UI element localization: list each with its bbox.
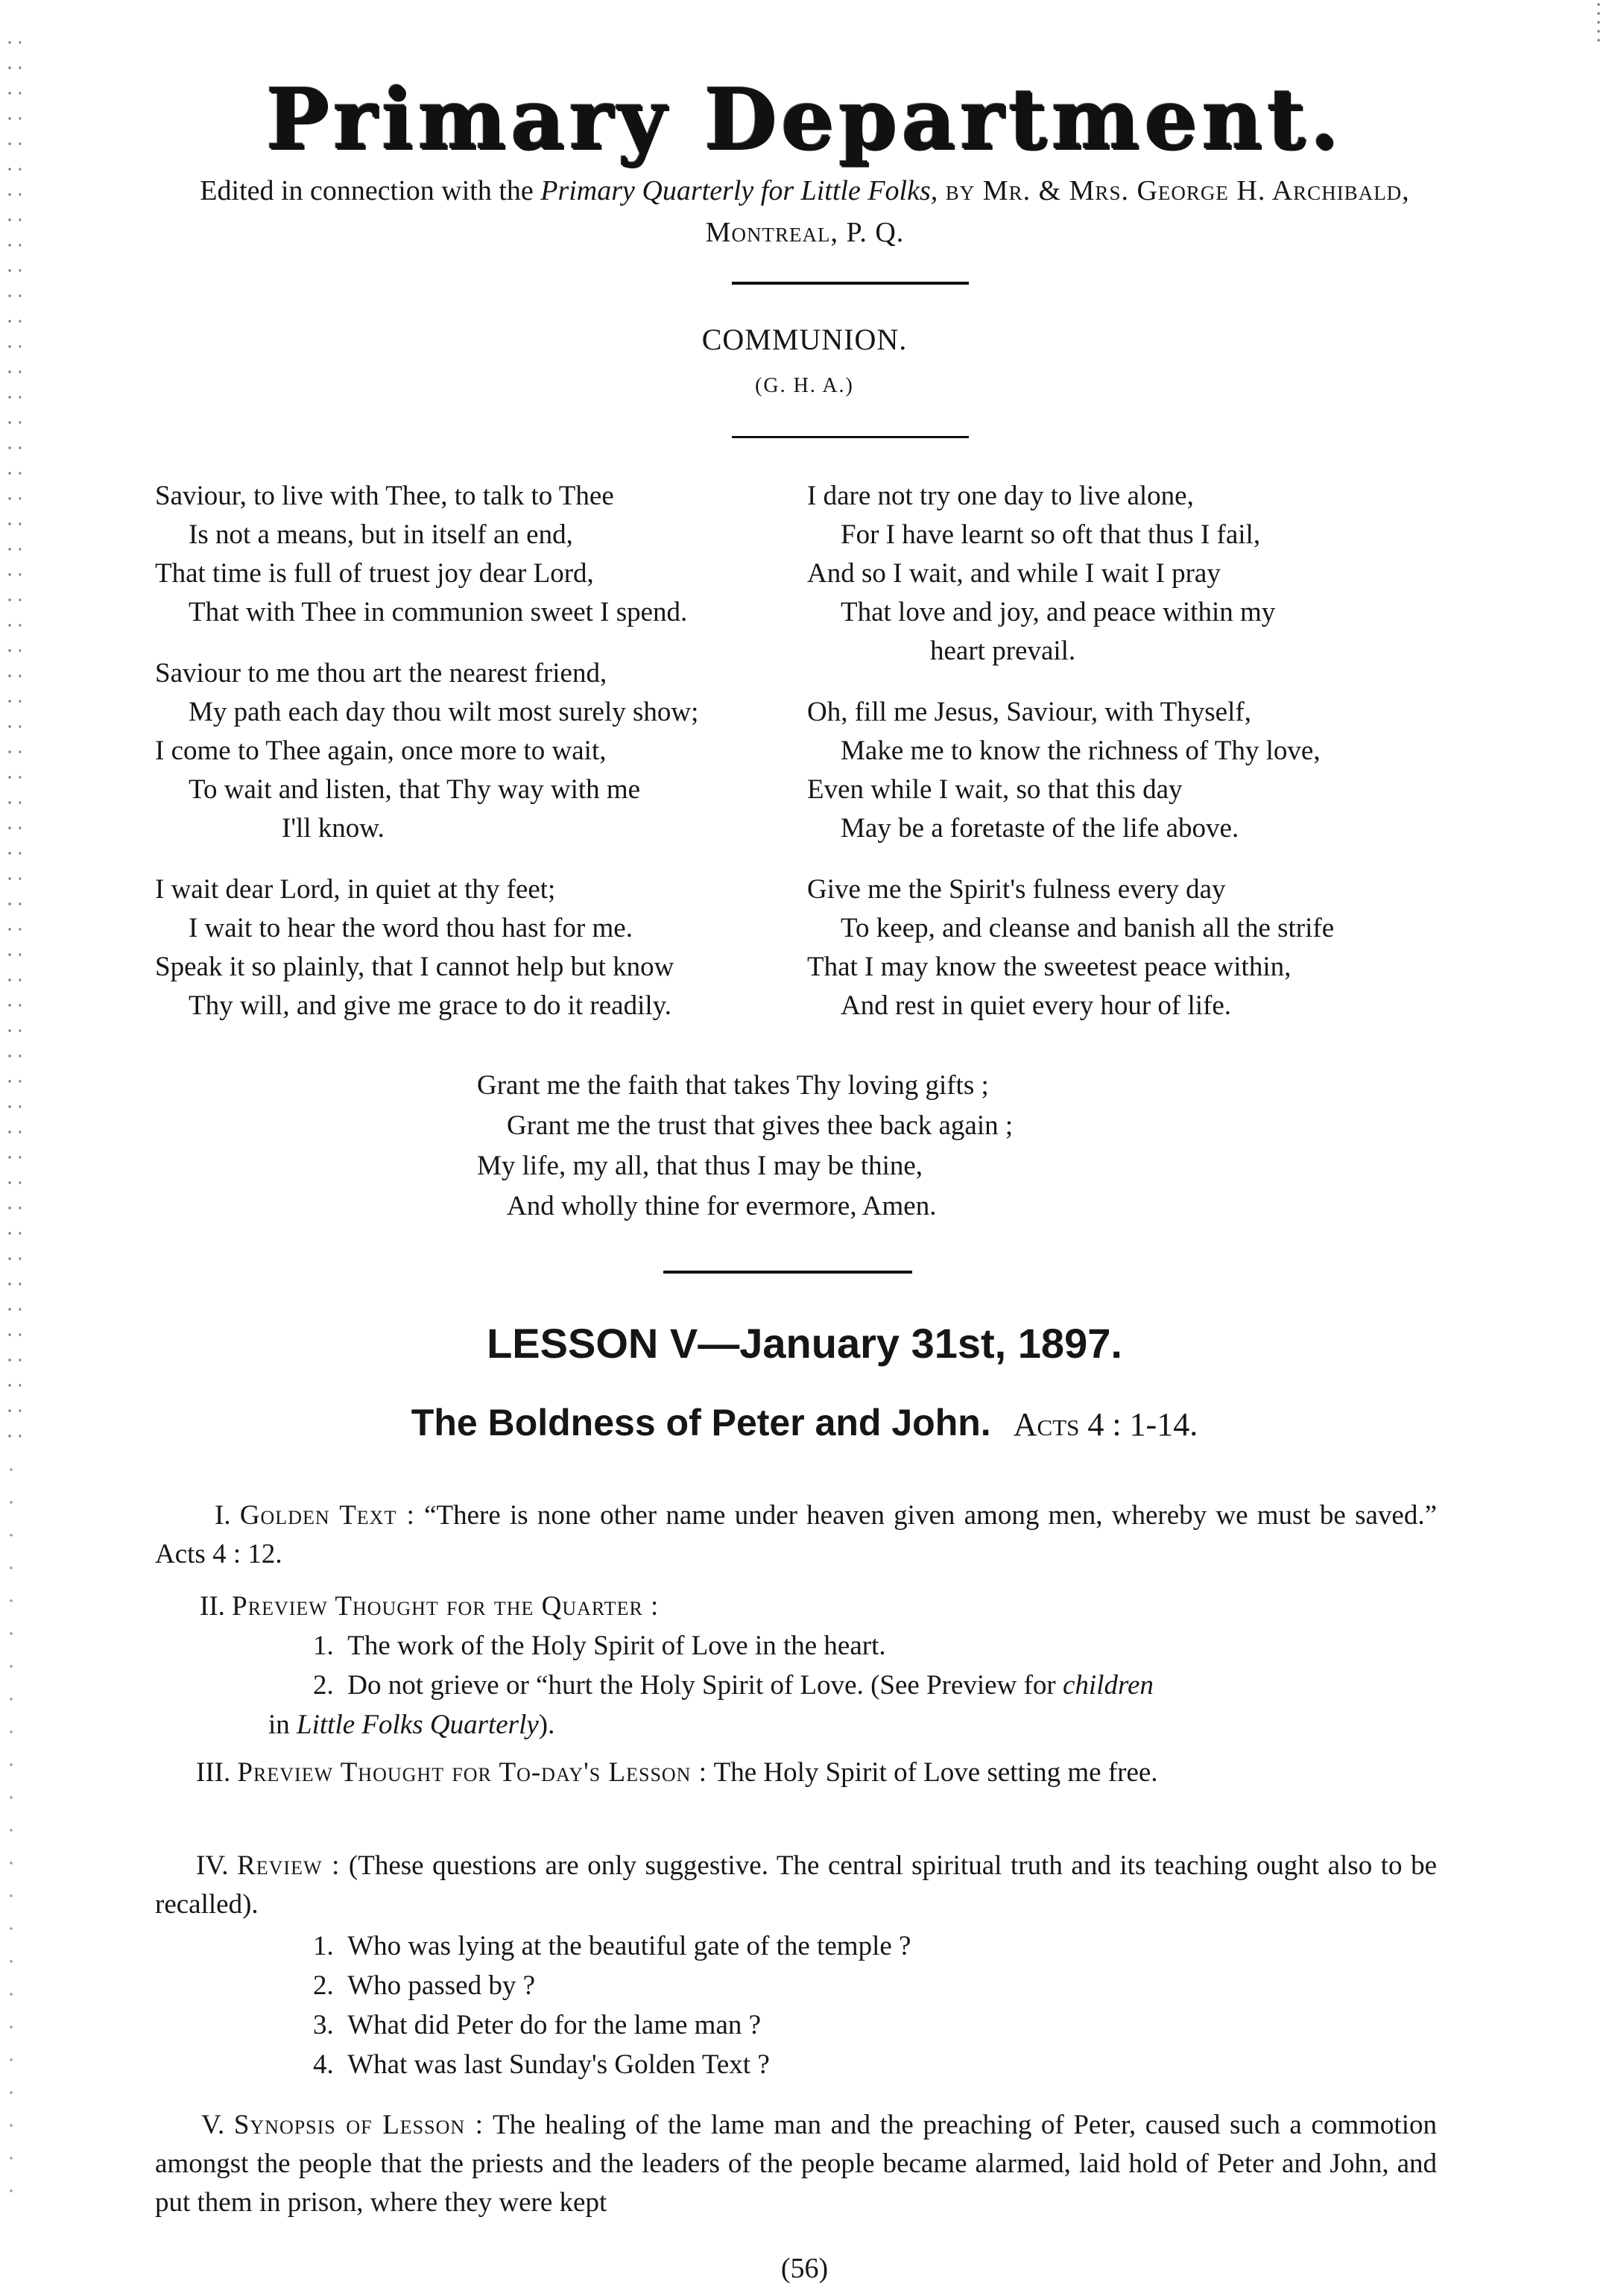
poem-line: To keep, and cleanse and banish all the strife — [841, 913, 1335, 943]
list-text-italic: children — [1062, 1670, 1154, 1701]
poem-stanza — [807, 477, 1463, 671]
poem-line: That with Thee in communion sweet I spend. — [189, 597, 688, 627]
binding-speckle — [4, 30, 21, 1446]
editor-credit — [157, 170, 1453, 253]
poem-line: Speak it so plainly, that I cannot help but know — [155, 952, 674, 982]
list-number: 1. — [313, 1631, 334, 1661]
section-text: (These questions are only suggestive. The central spiritual truth and its teaching ought also to be recalled). — [155, 1850, 1438, 1920]
list-text: Who was lying at the beautiful gate of the temple ? — [347, 1931, 911, 1961]
editor-credit-text-2: by Mr. & Mrs. George H. Archibald, Montreal, P. Q. — [705, 175, 1410, 248]
list-number: 2. — [313, 1970, 334, 2001]
section-label: Preview Thought for To-day's Lesson : — [237, 1757, 707, 1788]
list-item — [313, 2046, 770, 2084]
masthead-title: Primary Department. — [265, 71, 1344, 168]
poem-line: Grant me the faith that takes Thy loving gifts ; — [477, 1070, 989, 1101]
poem-line: I come to Thee again, once more to wait, — [155, 736, 607, 766]
poem-line: And so I wait, and while I wait I pray — [807, 558, 1221, 589]
list-item-continuation — [268, 1706, 554, 1745]
scripture-reference: Acts 4 : 1-14. — [1013, 1406, 1198, 1443]
poem-line: My path each day thou wilt most surely show; — [189, 697, 699, 727]
list-item — [313, 1627, 886, 1666]
poem-line: May be a foretaste of the life above. — [841, 813, 1239, 844]
list-item — [313, 1967, 535, 2005]
poem-stanza — [807, 870, 1463, 1025]
divider-rule — [663, 1271, 912, 1274]
poem-line: That love and joy, and peace within my — [841, 597, 1276, 627]
poem-author: (G. H. A.) — [755, 374, 854, 397]
poem-line: Give me the Spirit's fulness every day — [807, 874, 1226, 905]
binding-speckle-lower — [6, 1453, 19, 2198]
section-number: III. — [196, 1757, 231, 1788]
synopsis-section — [155, 2106, 1437, 2222]
section-number: I. — [215, 1500, 231, 1531]
poem-line: Oh, fill me Jesus, Saviour, with Thyself, — [807, 697, 1251, 727]
poem-line: I wait dear Lord, in quiet at thy feet; — [155, 874, 556, 905]
divider-rule — [732, 436, 969, 438]
poem-line: heart prevail. — [930, 636, 1076, 666]
list-number: 1. — [313, 1931, 334, 1961]
list-text: What did Peter do for the lame man ? — [347, 2010, 762, 2040]
poem-stanza — [155, 477, 796, 632]
review-section — [155, 1847, 1437, 1924]
list-number: 2. — [313, 1670, 334, 1701]
editor-credit-publication: Primary Quarterly for Little Folks, — [540, 175, 938, 206]
section-label: Preview Thought for the Quarter : — [232, 1591, 660, 1622]
list-number: 4. — [313, 2049, 334, 2080]
list-text: Do not grieve or “hurt the Holy Spirit of Love. (See Preview for — [347, 1670, 1063, 1701]
poem-title: COMMUNION. — [701, 323, 908, 356]
lesson-subtitle — [0, 1401, 1609, 1444]
section-text: The Holy Spirit of Love setting me free. — [713, 1757, 1158, 1788]
list-text: What was last Sunday's Golden Text ? — [347, 2049, 770, 2080]
section-number: V. — [201, 2110, 225, 2140]
list-text: in — [268, 1710, 297, 1740]
poem-line: I dare not try one day to live alone, — [807, 481, 1194, 511]
poem-right-column — [807, 477, 1463, 1048]
poem-stanza — [155, 870, 796, 1025]
poem-line: My life, my all, that thus I may be thine, — [477, 1151, 923, 1181]
section-text: The healing of the lame man and the preaching of Peter, caused such a commotion amongst the people that the priests and the leaders of the people became alarmed, laid hold of Peter and John, and put them in prison, where they were kept — [155, 2110, 1437, 2218]
lesson-subtitle-text: The Boldness of Peter and John. — [411, 1402, 991, 1443]
poem-left-column — [155, 477, 796, 1048]
golden-text-section — [155, 1496, 1437, 1574]
publication-name: Little Folks Quarterly — [297, 1710, 539, 1740]
preview-quarter-heading — [155, 1587, 1437, 1626]
page-number: (56) — [780, 2253, 829, 2284]
poem-line: Even while I wait, so that this day — [807, 774, 1183, 805]
poem-line: To wait and listen, that Thy way with me — [189, 774, 641, 805]
poem-line: I wait to hear the word thou hast for me. — [189, 913, 633, 943]
section-label: Golden Text : — [239, 1500, 415, 1531]
poem-line: Make me to know the richness of Thy love, — [841, 736, 1321, 766]
poem-line: Saviour to me thou art the nearest friend, — [155, 658, 607, 689]
lesson-title: LESSON V—January 31st, 1897. — [487, 1320, 1122, 1367]
poem-line: I'll know. — [282, 813, 385, 844]
poem-stanza — [807, 693, 1463, 848]
poem-line: For I have learnt so oft that thus I fail, — [841, 519, 1261, 550]
editor-credit-text-1: Edited in connection with the — [200, 175, 541, 206]
section-label: Synopsis of Lesson : — [233, 2110, 484, 2140]
section-number: II. — [200, 1591, 225, 1622]
poem-line: Grant me the trust that gives thee back again ; — [507, 1110, 1014, 1141]
poem-line: That I may know the sweetest peace within, — [807, 952, 1292, 982]
list-text: The work of the Holy Spirit of Love in the heart. — [347, 1631, 886, 1661]
list-item — [313, 2006, 761, 2045]
section-number: IV. — [196, 1850, 229, 1881]
divider-rule — [732, 282, 969, 285]
poem-line: And rest in quiet every hour of life. — [841, 990, 1232, 1021]
poem-line: And wholly thine for evermore, Amen. — [507, 1191, 937, 1221]
preview-lesson-section — [155, 1753, 1437, 1792]
list-item — [313, 1927, 911, 1966]
list-item — [313, 1666, 1154, 1705]
poem-line: Thy will, and give me grace to do it readily. — [189, 990, 671, 1021]
edge-speckle — [1596, 0, 1602, 45]
list-text: Who passed by ? — [347, 1970, 535, 2001]
list-number: 3. — [313, 2010, 334, 2040]
poem-stanza — [155, 654, 796, 848]
section-label: Review : — [237, 1850, 341, 1881]
poem-closing-stanza — [477, 1066, 1013, 1227]
poem-line: Saviour, to live with Thee, to talk to Thee — [155, 481, 614, 511]
golden-text: “There is none other name under heaven given among men, whereby we must be saved.” Acts 4 : 12. — [155, 1500, 1437, 1569]
poem-line: That time is full of truest joy dear Lord, — [155, 558, 594, 589]
list-text: ). — [538, 1710, 555, 1740]
poem-line: Is not a means, but in itself an end, — [189, 519, 573, 550]
